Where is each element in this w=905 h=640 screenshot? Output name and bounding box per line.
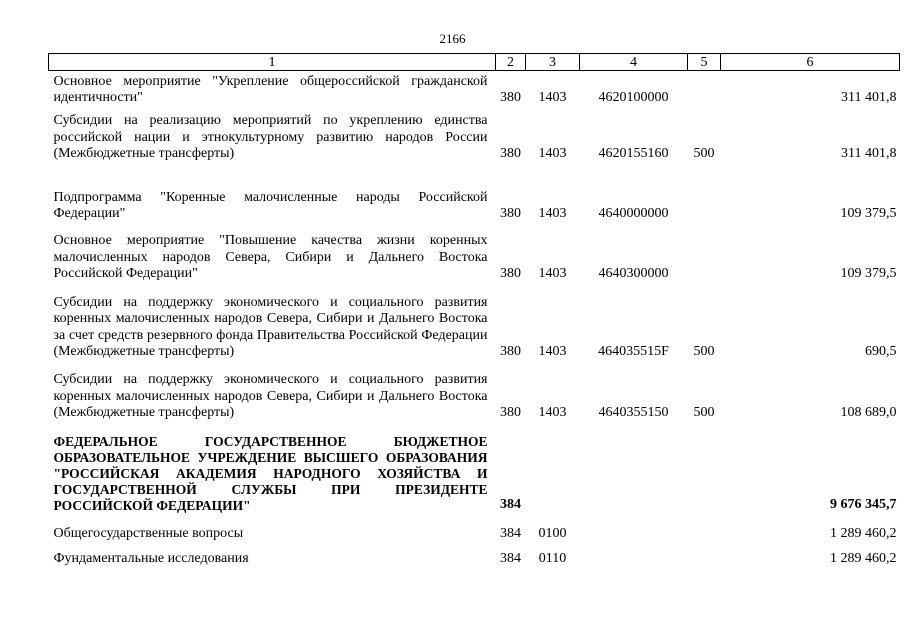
column-header-1: 1 bbox=[49, 54, 496, 71]
page-number: 2166 bbox=[439, 31, 466, 46]
column-header-4: 4 bbox=[580, 54, 688, 71]
row-ministry-code: 380 bbox=[500, 266, 521, 281]
row-ministry-code: 380 bbox=[500, 206, 521, 221]
row-target-code bbox=[580, 422, 688, 514]
row-section-code: 1403 bbox=[538, 146, 567, 161]
row-section-code: 1403 bbox=[538, 206, 567, 221]
column-header-5: 5 bbox=[688, 54, 721, 71]
table-row bbox=[49, 514, 900, 543]
row-amount: 9 676 345,7 bbox=[830, 497, 897, 512]
row-name: Общегосударственные вопросы bbox=[53, 526, 244, 541]
row-ministry-code: 380 bbox=[500, 405, 521, 420]
row-expense-type: 500 bbox=[693, 344, 715, 359]
header-row bbox=[49, 54, 900, 71]
row-amount: 690,5 bbox=[865, 344, 897, 359]
table-row bbox=[49, 71, 900, 107]
table-body bbox=[49, 71, 900, 568]
row-expense-type bbox=[688, 514, 721, 543]
column-header-3: 3 bbox=[526, 54, 580, 71]
column-header-6: 6 bbox=[721, 54, 900, 71]
row-amount: 1 289 460,2 bbox=[830, 551, 897, 566]
row-ministry-code: 380 bbox=[500, 90, 521, 105]
row-target-code bbox=[580, 543, 688, 568]
row-section-code: 1403 bbox=[538, 405, 567, 420]
row-expense-type bbox=[688, 163, 721, 223]
row-amount: 311 401,8 bbox=[841, 90, 897, 105]
row-name: Основное мероприятие "Укрепление общероссийской гражданской идентичности" bbox=[53, 73, 488, 105]
row-ministry-code: 380 bbox=[500, 344, 521, 359]
row-amount: 1 289 460,2 bbox=[830, 526, 897, 541]
table-row bbox=[49, 107, 900, 163]
row-ministry-code: 384 bbox=[500, 497, 521, 512]
row-target-code: 4640355150 bbox=[598, 405, 669, 420]
table-row bbox=[49, 163, 900, 223]
table-row bbox=[49, 361, 900, 422]
row-name: Основное мероприятие "Повышение качества жизни коренных малочисленных народов Севера, Сибири и Дальнего Востока Российской Федерации" bbox=[53, 233, 488, 281]
row-expense-type bbox=[688, 543, 721, 568]
row-name: Подпрограмма "Коренные малочисленные народы Российской Федерации" bbox=[53, 189, 488, 221]
row-expense-type: 500 bbox=[693, 146, 715, 161]
row-ministry-code: 380 bbox=[500, 146, 521, 161]
table-header bbox=[49, 54, 900, 71]
row-amount: 109 379,5 bbox=[840, 266, 897, 281]
row-name: Субсидии на поддержку экономического и социального развития коренных малочисленных народов Севера, Сибири и Дальнего Востока (Межбюджетные трансферты) bbox=[53, 372, 488, 420]
row-target-code bbox=[580, 514, 688, 543]
table-row bbox=[49, 223, 900, 283]
row-section-code: 0100 bbox=[538, 526, 567, 541]
column-header-2: 2 bbox=[496, 54, 526, 71]
row-expense-type bbox=[688, 71, 721, 107]
row-section-code: 0110 bbox=[538, 551, 567, 566]
row-ministry-code: 384 bbox=[500, 526, 521, 541]
table-row bbox=[49, 422, 900, 514]
row-target-code: 4620155160 bbox=[598, 146, 669, 161]
row-name: Субсидии на поддержку экономического и социального развития коренных малочисленных народов Севера, Сибири и Дальнего Востока за счет средств резервного фонда Правительства Российской Федерации (Межбюджетные трансферты) bbox=[53, 294, 488, 359]
row-target-code: 4640000000 bbox=[598, 206, 669, 221]
row-amount: 311 401,8 bbox=[841, 146, 897, 161]
row-amount: 109 379,5 bbox=[840, 206, 897, 221]
row-name: Субсидии на реализацию мероприятий по укреплению единства российской нации и этнокультурному развитию народов России (Межбюджетные трансферты) bbox=[53, 113, 488, 161]
row-name: Фундаментальные исследования bbox=[53, 551, 249, 566]
row-section-code: 1403 bbox=[538, 90, 567, 105]
row-section-code: 1403 bbox=[538, 344, 567, 359]
row-target-code: 464035515F bbox=[598, 344, 669, 359]
row-section-code: 1403 bbox=[538, 266, 567, 281]
row-target-code: 4620100000 bbox=[598, 90, 669, 105]
table-row bbox=[49, 283, 900, 361]
budget-table bbox=[48, 53, 900, 568]
table-row bbox=[49, 543, 900, 568]
row-expense-type bbox=[688, 223, 721, 283]
row-target-code: 4640300000 bbox=[598, 266, 669, 281]
row-ministry-code: 384 bbox=[500, 551, 521, 566]
row-name: ФЕДЕРАЛЬНОЕ ГОСУДАРСТВЕННОЕ БЮДЖЕТНОЕ ОБРАЗОВАТЕЛЬНОЕ УЧРЕЖДЕНИЕ ВЫСШЕГО ОБРАЗОВАНИЯ "РОССИЙСКАЯ АКАДЕМИЯ НАРОДНОГО ХОЗЯЙСТВА И ГОСУДАРСТВЕННОЙ СЛУЖБЫ ПРИ ПРЕЗИДЕНТЕ РОССИЙСКОЙ ФЕДЕРАЦИИ" bbox=[53, 433, 488, 513]
row-amount: 108 689,0 bbox=[840, 405, 897, 420]
row-expense-type: 500 bbox=[693, 405, 715, 420]
row-section-code bbox=[526, 422, 580, 514]
row-expense-type bbox=[688, 422, 721, 514]
